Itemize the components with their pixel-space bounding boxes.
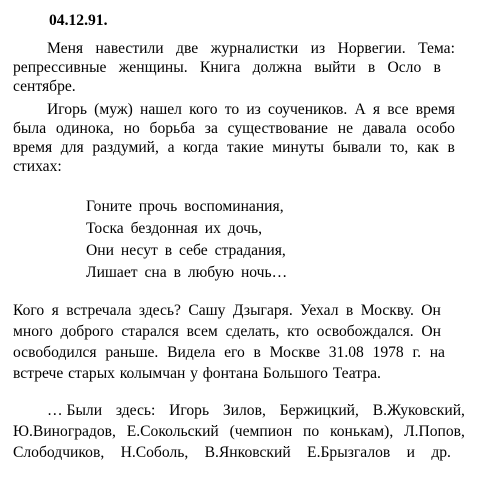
paragraph-4-line-2 — [13, 423, 465, 441]
word: … Были — [47, 402, 103, 419]
word: Москву. — [360, 302, 414, 319]
word: колымчан — [119, 365, 186, 382]
word: старался — [121, 323, 179, 340]
paragraph-3-line-3 — [13, 344, 445, 362]
word: соучеников. — [268, 101, 348, 118]
word: его — [224, 344, 245, 361]
word: В.Янковский — [204, 444, 291, 461]
paragraph-4-line-3 — [13, 444, 451, 462]
word: давала — [362, 120, 407, 137]
word: 1978 — [372, 344, 404, 361]
word: здесь: — [115, 402, 156, 419]
word: а — [167, 139, 175, 156]
entry-date: 04.12.91. — [49, 12, 108, 29]
word: Бержицкий, — [279, 402, 359, 419]
word: освобождался. — [316, 323, 414, 340]
word: Норвегии. — [337, 40, 406, 57]
word: раздумий, — [92, 139, 159, 156]
word: журналистки — [210, 40, 299, 57]
word: Слободчиков, — [13, 444, 105, 461]
word: Н.Соболь, — [120, 444, 189, 461]
word: Тема: — [418, 40, 455, 57]
word: Л.Попов, — [404, 423, 465, 440]
word: по — [303, 423, 320, 440]
word: я — [51, 302, 59, 319]
word: на — [429, 344, 445, 361]
paragraph-3-line-4 — [13, 365, 381, 383]
word: время — [13, 139, 53, 156]
word: минуты — [272, 139, 324, 156]
word: репрессивные — [13, 59, 107, 76]
word: Москве — [269, 344, 320, 361]
poem-line-4: Лишает сна в любую ночь… — [86, 264, 288, 281]
word: всем — [186, 323, 218, 340]
word: Кого — [13, 302, 45, 319]
word: Видела — [167, 344, 216, 361]
word: здесь? — [138, 302, 181, 319]
word: др. — [431, 444, 451, 461]
word: не — [337, 120, 353, 137]
word: две — [176, 40, 199, 57]
paragraph-3-line-1 — [13, 302, 441, 320]
word: как — [417, 139, 439, 156]
word: сделать, — [225, 323, 280, 340]
poem-line-1: Гоните прочь воспоминания, — [86, 198, 284, 215]
word: Книга — [199, 59, 241, 76]
word: Сашу — [188, 302, 226, 319]
paragraph-2-line-4: стихах: — [13, 158, 62, 175]
word: я — [372, 101, 381, 118]
word: раньше. — [105, 344, 159, 361]
word: Дзыгаря. — [232, 302, 293, 319]
paragraph-1-line-3: сентябре. — [13, 78, 76, 95]
word: кого — [189, 101, 218, 118]
word: Е.Брызгалов — [307, 444, 391, 461]
paragraph-1-line-1 — [47, 40, 455, 58]
word: существование — [227, 120, 328, 137]
paragraph-2-line-3 — [13, 139, 455, 157]
word: Е.Сокольский — [126, 423, 219, 440]
word: фонтана — [202, 365, 259, 382]
word: время — [415, 101, 455, 118]
word: конькам), — [329, 423, 394, 440]
word: такие — [226, 139, 264, 156]
word: и — [406, 444, 415, 461]
word: встрече — [13, 365, 64, 382]
word: освободился — [13, 344, 97, 361]
poem-line-2: Тоска бездонная их дочь, — [86, 220, 262, 237]
paragraph-3-line-2 — [13, 323, 441, 341]
word: в — [345, 302, 354, 319]
word: для — [60, 139, 84, 156]
word: (чемпион — [229, 423, 293, 440]
word: одинока, — [55, 120, 114, 137]
word: все — [387, 101, 409, 118]
word: Ю.Виноградов, — [13, 423, 116, 440]
word: Зилов, — [222, 402, 266, 419]
word: навестили — [95, 40, 164, 57]
word: в — [367, 59, 376, 76]
word: но — [123, 120, 140, 137]
word: много — [13, 323, 53, 340]
word: у — [190, 365, 198, 382]
word: особо — [416, 120, 455, 137]
word: встречала — [66, 302, 132, 319]
word: борьба — [149, 120, 196, 137]
word: Он — [421, 302, 441, 319]
paragraph-2-line-1 — [47, 101, 455, 119]
word: 31.08 — [328, 344, 364, 361]
word: из — [246, 101, 261, 118]
word: Игорь — [169, 402, 210, 419]
word: когда — [183, 139, 219, 156]
word: доброго — [60, 323, 114, 340]
word: (муж) — [94, 101, 133, 118]
word: Осло — [387, 59, 422, 76]
poem-line-3: Они несут в себе страдания, — [86, 242, 286, 259]
word: Большого — [262, 365, 328, 382]
word: старых — [68, 365, 115, 382]
word: в — [447, 139, 455, 156]
paragraph-1-line-2 — [13, 59, 441, 77]
word: бывали — [332, 139, 382, 156]
word: была — [13, 120, 47, 137]
paragraph-4-line-1 — [47, 402, 465, 420]
word: выйти — [314, 59, 356, 76]
word: Уехал — [300, 302, 339, 319]
word: нашел — [139, 101, 182, 118]
word: кто — [287, 323, 309, 340]
word: то, — [390, 139, 409, 156]
word: в — [433, 59, 441, 76]
word: за — [204, 120, 218, 137]
word: женщины. — [118, 59, 188, 76]
word: Он — [421, 323, 441, 340]
word: из — [310, 40, 326, 57]
word: то — [224, 101, 240, 118]
word: А — [354, 101, 366, 118]
word: в — [253, 344, 261, 361]
word: В.Жуковский, — [372, 402, 465, 419]
word: Игорь — [47, 101, 87, 118]
paragraph-2-line-2 — [13, 120, 455, 138]
word: должна — [252, 59, 302, 76]
word: г. — [412, 344, 421, 361]
word: Театра. — [332, 365, 381, 382]
word: Меня — [47, 40, 84, 57]
